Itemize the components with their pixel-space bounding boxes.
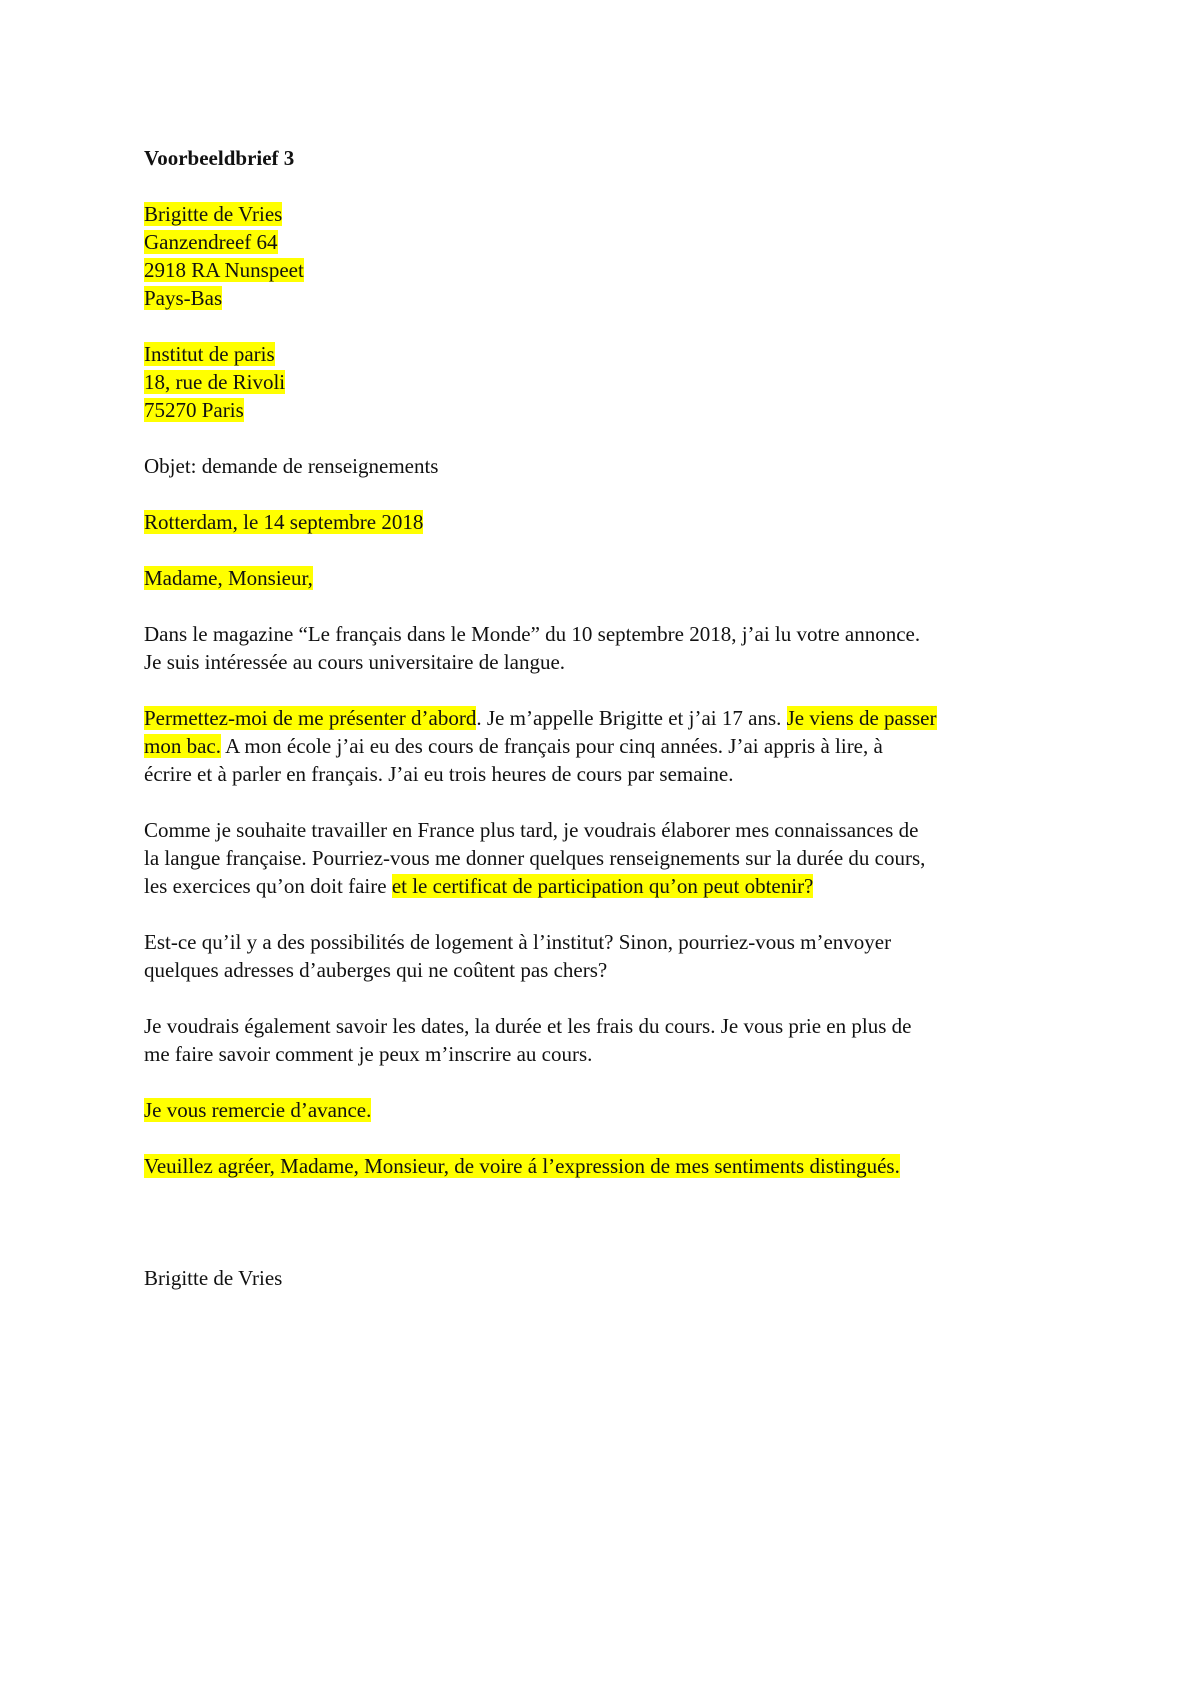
paragraph-4-line-1: Est-ce qu’il y a des possibilités de logement à l’institut? Sinon, pourriez-vous m’envoyer	[144, 930, 892, 954]
subject-line: Objet: demande de renseignements	[144, 454, 439, 478]
paragraph-5-line-1: Je voudrais également savoir les dates, la durée et les frais du cours. Je vous prie en plus de	[144, 1014, 912, 1038]
paragraph-2-text-a: . Je m’appelle Brigitte et j’ai 17 ans.	[476, 706, 787, 730]
paragraph-2-line-2	[144, 732, 1074, 760]
paragraph-1-line-2: Je suis intéressée au cours universitaire de langue.	[144, 650, 566, 674]
paragraph-2-line-1	[144, 704, 1074, 732]
paragraph-5-line-2: me faire savoir comment je peux m’inscrire au cours.	[144, 1042, 593, 1066]
recipient-street: 18, rue de Rivoli	[144, 370, 286, 394]
recipient-address	[144, 340, 1074, 424]
paragraph-2-line-3: écrire et à parler en français. J’ai eu trois heures de cours par semaine.	[144, 762, 734, 786]
thanks-text: Je vous remercie d’avance.	[144, 1098, 372, 1122]
date-line	[144, 508, 1074, 536]
paragraph-2	[144, 704, 1074, 788]
paragraph-2-text-b: A mon école j’ai eu des cours de français pour cinq années. J’ai appris à lire, à	[220, 734, 883, 758]
salutation-text: Madame, Monsieur,	[144, 566, 313, 590]
paragraph-4	[144, 928, 1074, 984]
sender-city: 2918 RA Nunspeet	[144, 258, 304, 282]
signature-spacer	[144, 1208, 1074, 1264]
sender-address	[144, 200, 1074, 312]
sender-street: Ganzendreef 64	[144, 230, 278, 254]
paragraph-3-line-1: Comme je souhaite travailler en France plus tard, je voudrais élaborer mes connaissances de	[144, 818, 919, 842]
highlight-bac-2: mon bac.	[144, 734, 221, 758]
document-title: Voorbeeldbrief 3	[144, 146, 295, 170]
salutation	[144, 564, 1074, 592]
paragraph-4-line-2: quelques adresses d’auberges qui ne coûtent pas chers?	[144, 958, 608, 982]
thanks-line	[144, 1096, 1074, 1124]
highlight-certificate: et le certificat de participation qu’on peut obtenir?	[391, 874, 814, 898]
closing-text: Veuillez agréer, Madame, Monsieur, de voire á l’expression de mes sentiments distingués.	[144, 1154, 900, 1178]
recipient-city: 75270 Paris	[144, 398, 244, 422]
paragraph-3-line-3	[144, 872, 1074, 900]
paragraph-5	[144, 1012, 1074, 1068]
signature: Brigitte de Vries	[144, 1266, 283, 1290]
closing-line	[144, 1152, 1074, 1180]
sender-country: Pays-Bas	[144, 286, 223, 310]
highlight-bac-1: Je viens de passer	[786, 706, 937, 730]
paragraph-3-text: les exercices qu’on doit faire	[144, 874, 392, 898]
paragraph-1-line-1: Dans le magazine “Le français dans le Monde” du 10 septembre 2018, j’ai lu votre annonce.	[144, 622, 921, 646]
paragraph-3-line-2: la langue française. Pourriez-vous me donner quelques renseignements sur la durée du cours,	[144, 846, 926, 870]
paragraph-3	[144, 816, 1074, 900]
letter-body	[144, 144, 1074, 1320]
highlight-introduction: Permettez-moi de me présenter d’abord	[144, 706, 477, 730]
sender-name: Brigitte de Vries	[144, 202, 283, 226]
recipient-name: Institut de paris	[144, 342, 275, 366]
date-text: Rotterdam, le 14 septembre 2018	[144, 510, 424, 534]
paragraph-1	[144, 620, 1074, 676]
